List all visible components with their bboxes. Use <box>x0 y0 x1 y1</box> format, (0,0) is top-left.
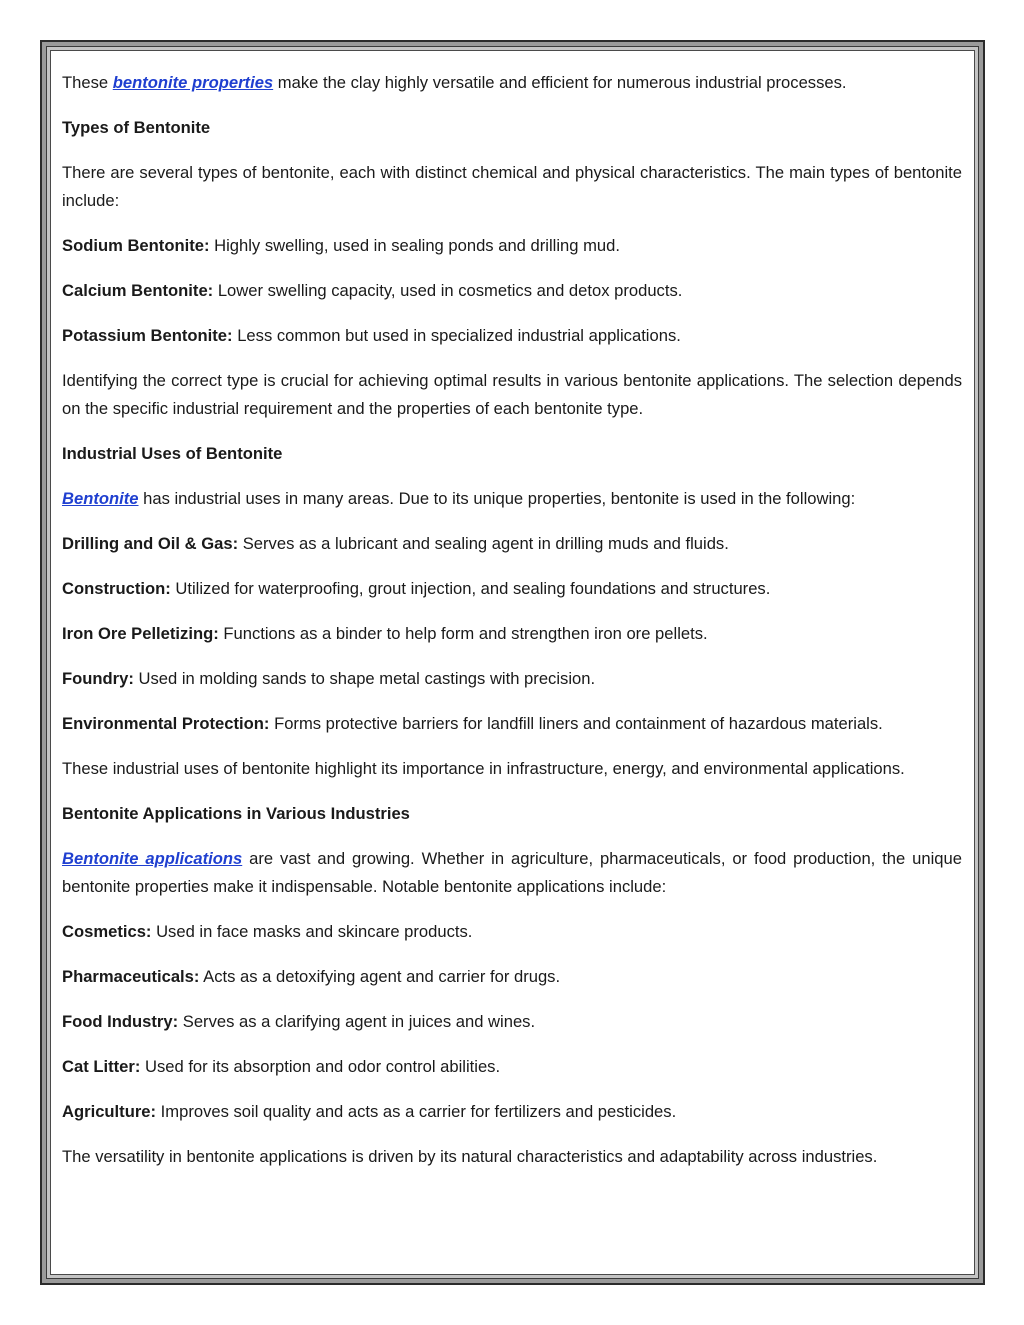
list-item <box>62 530 962 558</box>
item-text: Less common but used in specialized industrial applications. <box>232 326 681 345</box>
types-outro: Identifying the correct type is crucial for achieving optimal results in various bentonite applications. The selection depends on the specific industrial requirement and the properties of each bentonite type. <box>62 371 962 418</box>
list-item <box>62 710 962 738</box>
item-term: Drilling and Oil & Gas: <box>62 534 239 553</box>
list-item <box>62 232 962 260</box>
applications-heading: Bentonite Applications in Various Industries <box>62 804 410 823</box>
types-heading: Types of Bentonite <box>62 118 211 137</box>
item-term: Agriculture: <box>62 1102 157 1121</box>
item-term: Sodium Bentonite: <box>62 236 210 255</box>
list-item <box>62 963 962 991</box>
list-item <box>62 1098 962 1126</box>
list-item <box>62 1008 962 1036</box>
item-term: Cosmetics: <box>62 922 152 941</box>
list-item <box>62 1053 962 1081</box>
list-item <box>62 918 962 946</box>
item-text: Used in molding sands to shape metal castings with precision. <box>133 669 596 688</box>
applications-outro: The versatility in bentonite applications is driven by its natural characteristics and adaptability across industries. <box>62 1147 878 1166</box>
item-text: Acts as a detoxifying agent and carrier for drugs. <box>199 967 561 986</box>
applications-intro-text: are vast and growing. Whether in agriculture, pharmaceuticals, or food production, the unique bentonite properties make it indispensable. Notable bentonite applications include: <box>62 849 962 896</box>
list-item <box>62 575 962 603</box>
list-item <box>62 277 962 305</box>
item-term: Construction: <box>62 579 171 598</box>
industrial-intro <box>62 485 962 513</box>
page-frame <box>40 40 985 1285</box>
list-item <box>62 620 962 648</box>
types-intro: There are several types of bentonite, each with distinct chemical and physical characteristics. The main types of bentonite include: <box>62 163 962 210</box>
item-text: Used for its absorption and odor control abilities. <box>140 1057 501 1076</box>
page-frame-mid <box>46 46 979 1279</box>
item-term: Calcium Bentonite: <box>62 281 214 300</box>
intro-paragraph <box>62 69 962 97</box>
item-term: Food Industry: <box>62 1012 179 1031</box>
item-text: Serves as a clarifying agent in juices and wines. <box>178 1012 536 1031</box>
item-term: Iron Ore Pelletizing: <box>62 624 219 643</box>
item-text: Forms protective barriers for landfill liners and containment of hazardous materials. <box>269 714 883 733</box>
industrial-outro: These industrial uses of bentonite highlight its importance in infrastructure, energy, and environmental applications. <box>62 759 905 778</box>
document-body <box>62 69 962 1171</box>
industrial-heading: Industrial Uses of Bentonite <box>62 444 283 463</box>
bentonite-applications-link[interactable]: Bentonite applications <box>62 849 243 868</box>
item-term: Foundry: <box>62 669 134 688</box>
list-item <box>62 322 962 350</box>
item-term: Pharmaceuticals: <box>62 967 200 986</box>
applications-intro <box>62 845 962 901</box>
item-term: Potassium Bentonite: <box>62 326 233 345</box>
bentonite-properties-link[interactable]: bentonite properties <box>112 73 274 92</box>
intro-text-after: make the clay highly versatile and efficient for numerous industrial processes. <box>273 73 847 92</box>
list-item <box>62 665 962 693</box>
bentonite-link[interactable]: Bentonite <box>62 489 139 508</box>
intro-text-before: These <box>62 73 113 92</box>
page-content-area <box>50 50 975 1275</box>
item-text: Serves as a lubricant and sealing agent in drilling muds and fluids. <box>238 534 729 553</box>
item-text: Highly swelling, used in sealing ponds and drilling mud. <box>209 236 620 255</box>
item-text: Lower swelling capacity, used in cosmetics and detox products. <box>213 281 683 300</box>
item-term: Cat Litter: <box>62 1057 141 1076</box>
item-term: Environmental Protection: <box>62 714 270 733</box>
item-text: Functions as a binder to help form and strengthen iron ore pellets. <box>218 624 708 643</box>
item-text: Utilized for waterproofing, grout injection, and sealing foundations and structures. <box>170 579 771 598</box>
industrial-intro-text: has industrial uses in many areas. Due to its unique properties, bentonite is used in the following: <box>138 489 856 508</box>
item-text: Improves soil quality and acts as a carrier for fertilizers and pesticides. <box>156 1102 677 1121</box>
item-text: Used in face masks and skincare products. <box>151 922 473 941</box>
